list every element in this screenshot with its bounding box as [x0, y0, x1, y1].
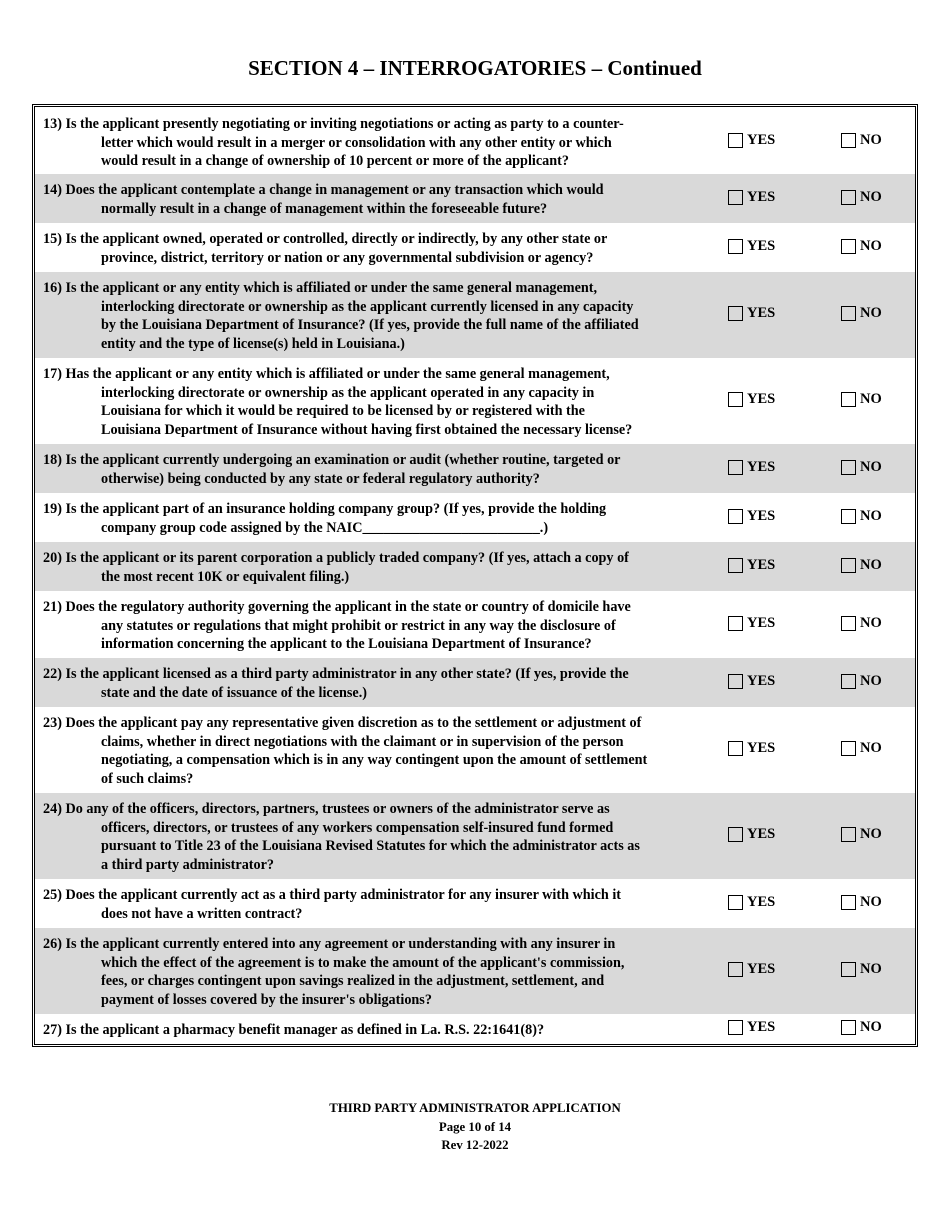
no-option[interactable] [841, 459, 882, 476]
no-label: NO [860, 391, 882, 407]
question-line: the most recent 10K or equivalent filing.) [101, 568, 350, 585]
yes-label: YES [747, 305, 776, 321]
question-line: normally result in a change of management within the foreseeable future? [101, 200, 548, 217]
no-label: NO [860, 615, 882, 631]
question-text [43, 115, 691, 171]
yes-label: YES [747, 615, 776, 631]
no-label: NO [860, 673, 882, 689]
yes-label: YES [747, 391, 776, 407]
question-row [35, 358, 915, 444]
no-option[interactable] [841, 508, 882, 525]
question-line: by the Louisiana Department of Insurance? (If yes, provide the full name of the affiliated [101, 317, 639, 334]
yes-checkbox[interactable] [728, 190, 743, 205]
no-checkbox[interactable] [841, 1020, 856, 1035]
no-option[interactable] [841, 894, 882, 911]
no-label: NO [860, 1019, 882, 1035]
yes-label: YES [747, 557, 776, 573]
no-option[interactable] [841, 615, 882, 632]
question-line: which the effect of the agreement is to make the amount of the applicant's commission, [101, 954, 625, 971]
question-text [43, 714, 691, 788]
yes-checkbox[interactable] [728, 558, 743, 573]
yes-label: YES [747, 132, 776, 148]
question-line: 23) Does the applicant pay any representative given discretion as to the settlement or adjustment of [43, 715, 642, 731]
question-line: otherwise) being conducted by any state or federal regulatory authority? [101, 470, 540, 487]
yes-label: YES [747, 673, 776, 689]
yes-checkbox[interactable] [728, 827, 743, 842]
yes-option[interactable] [728, 459, 775, 476]
no-checkbox[interactable] [841, 133, 856, 148]
yes-checkbox[interactable] [728, 962, 743, 977]
no-label: NO [860, 740, 882, 756]
question-text [43, 451, 691, 488]
yes-checkbox[interactable] [728, 133, 743, 148]
yes-option[interactable] [728, 740, 775, 757]
question-line: 16) Is the applicant or any entity which is affiliated or under the same general management, [43, 280, 598, 296]
question-text [43, 549, 691, 586]
no-checkbox[interactable] [841, 558, 856, 573]
yes-checkbox[interactable] [728, 509, 743, 524]
question-line: 20) Is the applicant or its parent corporation a publicly traded company? (If yes, attach a copy of [43, 550, 629, 566]
yes-option[interactable] [728, 508, 775, 525]
question-line: 21) Does the regulatory authority governing the applicant in the state or country of domicile have [43, 599, 631, 615]
yes-checkbox[interactable] [728, 1020, 743, 1035]
yes-label: YES [747, 740, 776, 756]
question-row [35, 928, 915, 1014]
question-text [43, 1021, 691, 1040]
no-option[interactable] [841, 673, 882, 690]
question-line: state and the date of issuance of the license.) [101, 684, 367, 701]
yes-label: YES [747, 238, 776, 254]
question-line: company group code assigned by the NAIC_________________________.) [101, 519, 549, 536]
yes-checkbox[interactable] [728, 741, 743, 756]
question-line: would result in a change of ownership of 10 percent or more of the applicant? [101, 153, 569, 170]
no-option[interactable] [841, 557, 882, 574]
question-text [43, 279, 691, 353]
question-line: information concerning the applicant to the Louisiana Department of Insurance? [101, 636, 592, 653]
question-text [43, 886, 691, 923]
yes-label: YES [747, 894, 776, 910]
no-label: NO [860, 894, 882, 910]
question-row [35, 107, 915, 174]
question-line: officers, directors, or trustees of any workers compensation self-insured fund formed [101, 819, 614, 836]
question-row [35, 658, 915, 707]
footer-revision: Rev 12-2022 [441, 1138, 509, 1153]
no-option[interactable] [841, 305, 882, 322]
question-text [43, 230, 691, 267]
question-line: 24) Do any of the officers, directors, partners, trustees or owners of the administrator serve as [43, 801, 610, 817]
no-label: NO [860, 238, 882, 254]
no-option[interactable] [841, 189, 882, 206]
question-row [35, 272, 915, 358]
yes-option[interactable] [728, 305, 775, 322]
question-row [35, 1014, 915, 1044]
question-text [43, 935, 691, 1009]
yes-option[interactable] [728, 894, 775, 911]
question-line: province, district, territory or nation or any governmental subdivision or agency? [101, 249, 594, 266]
question-line: a third party administrator? [101, 856, 275, 873]
yes-checkbox[interactable] [728, 616, 743, 631]
question-line: Louisiana for which it would be required to be licensed by or registered with the [101, 403, 585, 420]
yes-label: YES [747, 459, 776, 475]
question-line: interlocking directorate or ownership as the applicant currently licensed in any capacity [101, 298, 634, 315]
no-checkbox[interactable] [841, 616, 856, 631]
yes-label: YES [747, 1019, 776, 1035]
no-checkbox[interactable] [841, 460, 856, 475]
yes-label: YES [747, 961, 776, 977]
question-text [43, 665, 691, 702]
yes-option[interactable] [728, 1019, 775, 1036]
question-row [35, 591, 915, 658]
question-line: 14) Does the applicant contemplate a change in management or any transaction which would [43, 182, 604, 198]
no-option[interactable] [841, 961, 882, 978]
no-label: NO [860, 459, 882, 475]
footer-application-title: THIRD PARTY ADMINISTRATOR APPLICATION [329, 1101, 621, 1115]
question-line: payment of losses covered by the insurer's obligations? [101, 991, 432, 1008]
no-option[interactable] [841, 1019, 882, 1036]
no-label: NO [860, 305, 882, 321]
question-line: 15) Is the applicant owned, operated or controlled, directly or indirectly, by any other state or [43, 231, 608, 247]
question-text [43, 500, 691, 537]
no-checkbox[interactable] [841, 827, 856, 842]
no-checkbox[interactable] [841, 674, 856, 689]
question-line: pursuant to Title 23 of the Louisiana Revised Statutes for which the administrator acts as [101, 838, 640, 855]
question-line: 19) Is the applicant part of an insurance holding company group? (If yes, provide the holding [43, 501, 607, 517]
question-line: interlocking directorate or ownership as the applicant operated in any capacity in [101, 384, 595, 401]
question-line: negotiating, a compensation which is in any way contingent upon the amount of settlement [101, 752, 648, 769]
no-option[interactable] [841, 391, 882, 408]
yes-label: YES [747, 826, 776, 842]
interrogatories-table [32, 104, 918, 1047]
question-line: 18) Is the applicant currently undergoing an examination or audit (whether routine, targeted or [43, 452, 621, 468]
question-row [35, 223, 915, 272]
no-label: NO [860, 132, 882, 148]
no-checkbox[interactable] [841, 306, 856, 321]
no-option[interactable] [841, 132, 882, 149]
question-text [43, 181, 691, 218]
yes-checkbox[interactable] [728, 392, 743, 407]
yes-option[interactable] [728, 961, 775, 978]
yes-option[interactable] [728, 557, 775, 574]
question-line: claims, whether in direct negotiations with the claimant or in supervision of the person [101, 733, 624, 750]
no-checkbox[interactable] [841, 392, 856, 407]
question-line: letter which would result in a merger or consolidation with any other entity or which [101, 134, 612, 151]
no-label: NO [860, 961, 882, 977]
yes-checkbox[interactable] [728, 239, 743, 254]
question-row [35, 493, 915, 542]
question-line: does not have a written contract? [101, 905, 303, 922]
no-checkbox[interactable] [841, 962, 856, 977]
no-checkbox[interactable] [841, 509, 856, 524]
question-row [35, 793, 915, 879]
no-label: NO [860, 508, 882, 524]
yes-label: YES [747, 508, 776, 524]
question-row [35, 707, 915, 793]
question-line: of such claims? [101, 770, 194, 787]
question-row [35, 879, 915, 928]
question-line: 25) Does the applicant currently act as a third party administrator for any insurer with which it [43, 887, 622, 903]
question-line: 22) Is the applicant licensed as a third party administrator in any other state? (If yes, provide the [43, 666, 629, 682]
yes-option[interactable] [728, 826, 775, 843]
no-option[interactable] [841, 238, 882, 255]
yes-option[interactable] [728, 189, 775, 206]
yes-checkbox[interactable] [728, 895, 743, 910]
yes-checkbox[interactable] [728, 674, 743, 689]
footer-page-number: Page 10 of 14 [438, 1119, 512, 1134]
question-line: 27) Is the applicant a pharmacy benefit manager as defined in La. R.S. 22:1641(8)? [43, 1022, 545, 1038]
no-label: NO [860, 557, 882, 573]
yes-option[interactable] [728, 615, 775, 632]
question-text [43, 598, 691, 654]
question-line: entity and the type of license(s) held in Louisiana.) [101, 335, 405, 352]
yes-option[interactable] [728, 132, 775, 149]
page-footer [0, 1099, 950, 1155]
yes-checkbox[interactable] [728, 460, 743, 475]
question-row [35, 444, 915, 493]
yes-option[interactable] [728, 391, 775, 408]
no-label: NO [860, 826, 882, 842]
no-checkbox[interactable] [841, 895, 856, 910]
yes-label: YES [747, 189, 776, 205]
no-checkbox[interactable] [841, 190, 856, 205]
no-label: NO [860, 189, 882, 205]
question-line: Louisiana Department of Insurance without having first obtained the necessary license? [101, 421, 633, 438]
page-title: SECTION 4 – INTERROGATORIES – Continued [248, 56, 702, 80]
question-line: any statutes or regulations that might prohibit or restrict in any way the disclosure of [101, 617, 616, 634]
question-line: 17) Has the applicant or any entity which is affiliated or under the same general management, [43, 366, 610, 382]
question-line: fees, or charges contingent upon savings realized in the adjustment, settlement, and [101, 973, 605, 990]
yes-option[interactable] [728, 673, 775, 690]
question-text [43, 800, 691, 874]
yes-option[interactable] [728, 238, 775, 255]
question-line: 26) Is the applicant currently entered into any agreement or understanding with any insurer in [43, 936, 616, 952]
question-text [43, 365, 691, 439]
no-checkbox[interactable] [841, 239, 856, 254]
no-option[interactable] [841, 826, 882, 843]
no-option[interactable] [841, 740, 882, 757]
question-line: 13) Is the applicant presently negotiating or inviting negotiations or acting as party to a counter- [43, 116, 624, 132]
question-row [35, 542, 915, 591]
yes-checkbox[interactable] [728, 306, 743, 321]
question-row [35, 174, 915, 223]
no-checkbox[interactable] [841, 741, 856, 756]
